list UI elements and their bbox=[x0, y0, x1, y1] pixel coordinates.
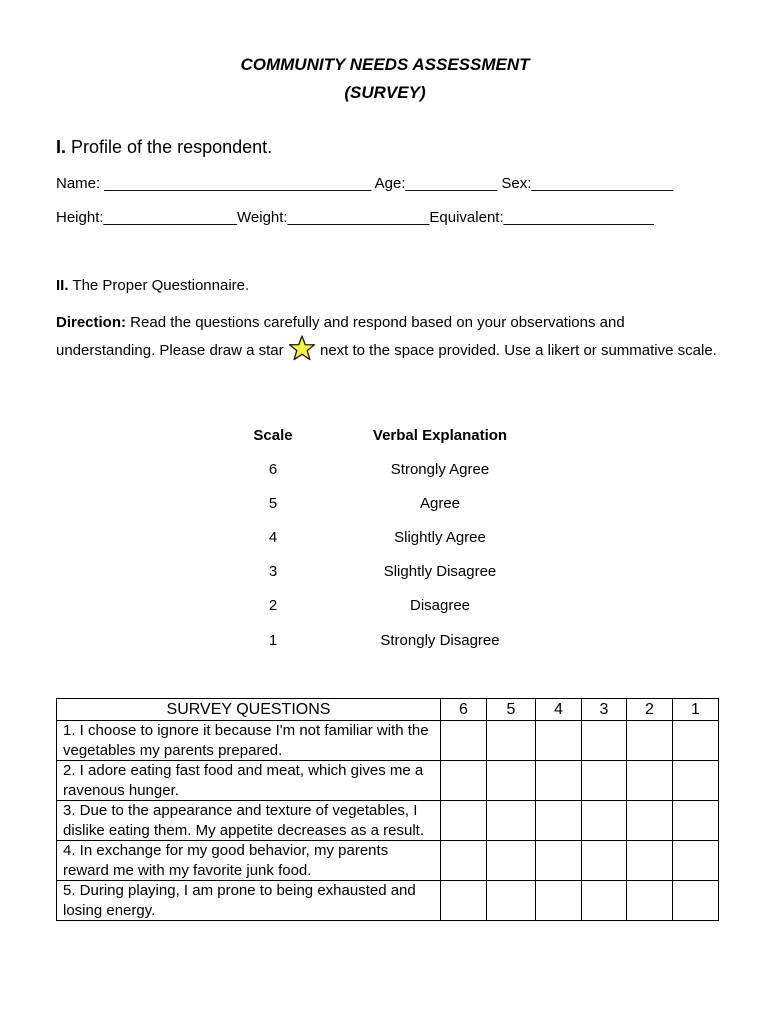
direction-paragraph bbox=[56, 311, 726, 362]
rating-cell[interactable] bbox=[673, 761, 719, 801]
survey-questions-header: SURVEY QUESTIONS bbox=[57, 699, 441, 721]
rating-cell[interactable] bbox=[441, 761, 487, 801]
scale-value: 5 bbox=[268, 495, 278, 512]
rating-cell[interactable] bbox=[536, 761, 582, 801]
star-icon bbox=[288, 335, 316, 361]
explanation-column-header: Verbal Explanation bbox=[372, 427, 508, 444]
survey-table bbox=[56, 698, 719, 921]
rating-cell[interactable] bbox=[627, 761, 673, 801]
scale-label: Disagree bbox=[409, 597, 471, 614]
rating-cell[interactable] bbox=[673, 841, 719, 881]
scale-row bbox=[0, 563, 768, 587]
survey-question-row bbox=[57, 721, 719, 761]
scale-row bbox=[0, 461, 768, 485]
survey-question-text: 2. I adore eating fast food and meat, which gives me a ravenous hunger. bbox=[57, 761, 441, 801]
rating-cell[interactable] bbox=[673, 881, 719, 921]
survey-question-row bbox=[57, 801, 719, 841]
rating-cell[interactable] bbox=[536, 881, 582, 921]
scale-value: 6 bbox=[268, 461, 278, 478]
scale-label: Agree bbox=[419, 495, 461, 512]
survey-question-row bbox=[57, 761, 719, 801]
rating-cell[interactable] bbox=[627, 841, 673, 881]
scale-row bbox=[0, 632, 768, 656]
survey-question-text: 4. In exchange for my good behavior, my parents reward me with my favorite junk food. bbox=[57, 841, 441, 881]
survey-header-row bbox=[57, 699, 719, 721]
scale-row bbox=[0, 495, 768, 519]
section-profile-heading bbox=[56, 137, 272, 158]
rating-cell[interactable] bbox=[536, 841, 582, 881]
rating-cell[interactable] bbox=[627, 721, 673, 761]
rating-cell[interactable] bbox=[673, 721, 719, 761]
rating-column-header: 4 bbox=[536, 699, 582, 721]
rating-cell[interactable] bbox=[441, 721, 487, 761]
page-subtitle: (SURVEY) bbox=[344, 83, 426, 102]
rating-cell[interactable] bbox=[487, 841, 536, 881]
direction-label: Direction: bbox=[56, 314, 127, 331]
page-title: COMMUNITY NEEDS ASSESSMENT bbox=[240, 55, 530, 74]
rating-cell[interactable] bbox=[441, 881, 487, 921]
survey-question-text: 1. I choose to ignore it because I'm not familiar with the vegetables my parents prepared. bbox=[57, 721, 441, 761]
survey-question-text: 3. Due to the appearance and texture of vegetables, I dislike eating them. My appetite decreases as a result. bbox=[57, 801, 441, 841]
survey-question-text: 5. During playing, I am prone to being exhausted and losing energy. bbox=[57, 881, 441, 921]
scale-row bbox=[0, 529, 768, 553]
profile-line-name-age-sex[interactable]: Name: ________________________________ Age:___________ Sex:_________________ bbox=[56, 175, 674, 192]
direction-text: Read the questions carefully and respond based on your observations and understanding. Please draw a star bbox=[56, 314, 625, 359]
scale-label: Strongly Agree bbox=[390, 461, 490, 478]
scale-row bbox=[0, 597, 768, 621]
rating-cell[interactable] bbox=[536, 721, 582, 761]
rating-cell[interactable] bbox=[582, 881, 627, 921]
profile-line-height-weight[interactable]: Height:________________Weight:_________________Equivalent:__________________ bbox=[56, 209, 654, 226]
rating-cell[interactable] bbox=[487, 881, 536, 921]
scale-value: 4 bbox=[268, 529, 278, 546]
rating-cell[interactable] bbox=[582, 841, 627, 881]
section-number: II. bbox=[56, 277, 69, 294]
section-title: Profile of the respondent. bbox=[66, 137, 273, 157]
section-questionnaire-heading bbox=[56, 277, 249, 294]
rating-column-header: 6 bbox=[441, 699, 487, 721]
rating-cell[interactable] bbox=[487, 721, 536, 761]
scale-value: 3 bbox=[268, 563, 278, 580]
rating-cell[interactable] bbox=[627, 801, 673, 841]
rating-cell[interactable] bbox=[487, 761, 536, 801]
scale-label: Slightly Agree bbox=[394, 529, 486, 546]
rating-column-header: 5 bbox=[487, 699, 536, 721]
survey-question-row bbox=[57, 841, 719, 881]
section-title: The Proper Questionnaire. bbox=[68, 277, 250, 294]
scale-header-row bbox=[0, 427, 768, 451]
scale-label: Strongly Disagree bbox=[380, 632, 500, 649]
rating-cell[interactable] bbox=[627, 881, 673, 921]
rating-column-header: 2 bbox=[627, 699, 673, 721]
rating-column-header: 3 bbox=[582, 699, 627, 721]
scale-value: 2 bbox=[268, 597, 278, 614]
scale-label: Slightly Disagree bbox=[383, 563, 497, 580]
survey-question-row bbox=[57, 881, 719, 921]
rating-cell[interactable] bbox=[441, 801, 487, 841]
scale-column-header: Scale bbox=[253, 427, 293, 444]
rating-cell[interactable] bbox=[536, 801, 582, 841]
section-number: I. bbox=[56, 137, 67, 157]
direction-text-continued: next to the space provided. Use a likert or summative scale. bbox=[315, 341, 717, 359]
rating-column-header: 1 bbox=[673, 699, 719, 721]
rating-cell[interactable] bbox=[487, 801, 536, 841]
rating-cell[interactable] bbox=[441, 841, 487, 881]
rating-cell[interactable] bbox=[582, 721, 627, 761]
scale-value: 1 bbox=[268, 632, 278, 649]
rating-cell[interactable] bbox=[582, 761, 627, 801]
rating-cell[interactable] bbox=[582, 801, 627, 841]
rating-cell[interactable] bbox=[673, 801, 719, 841]
